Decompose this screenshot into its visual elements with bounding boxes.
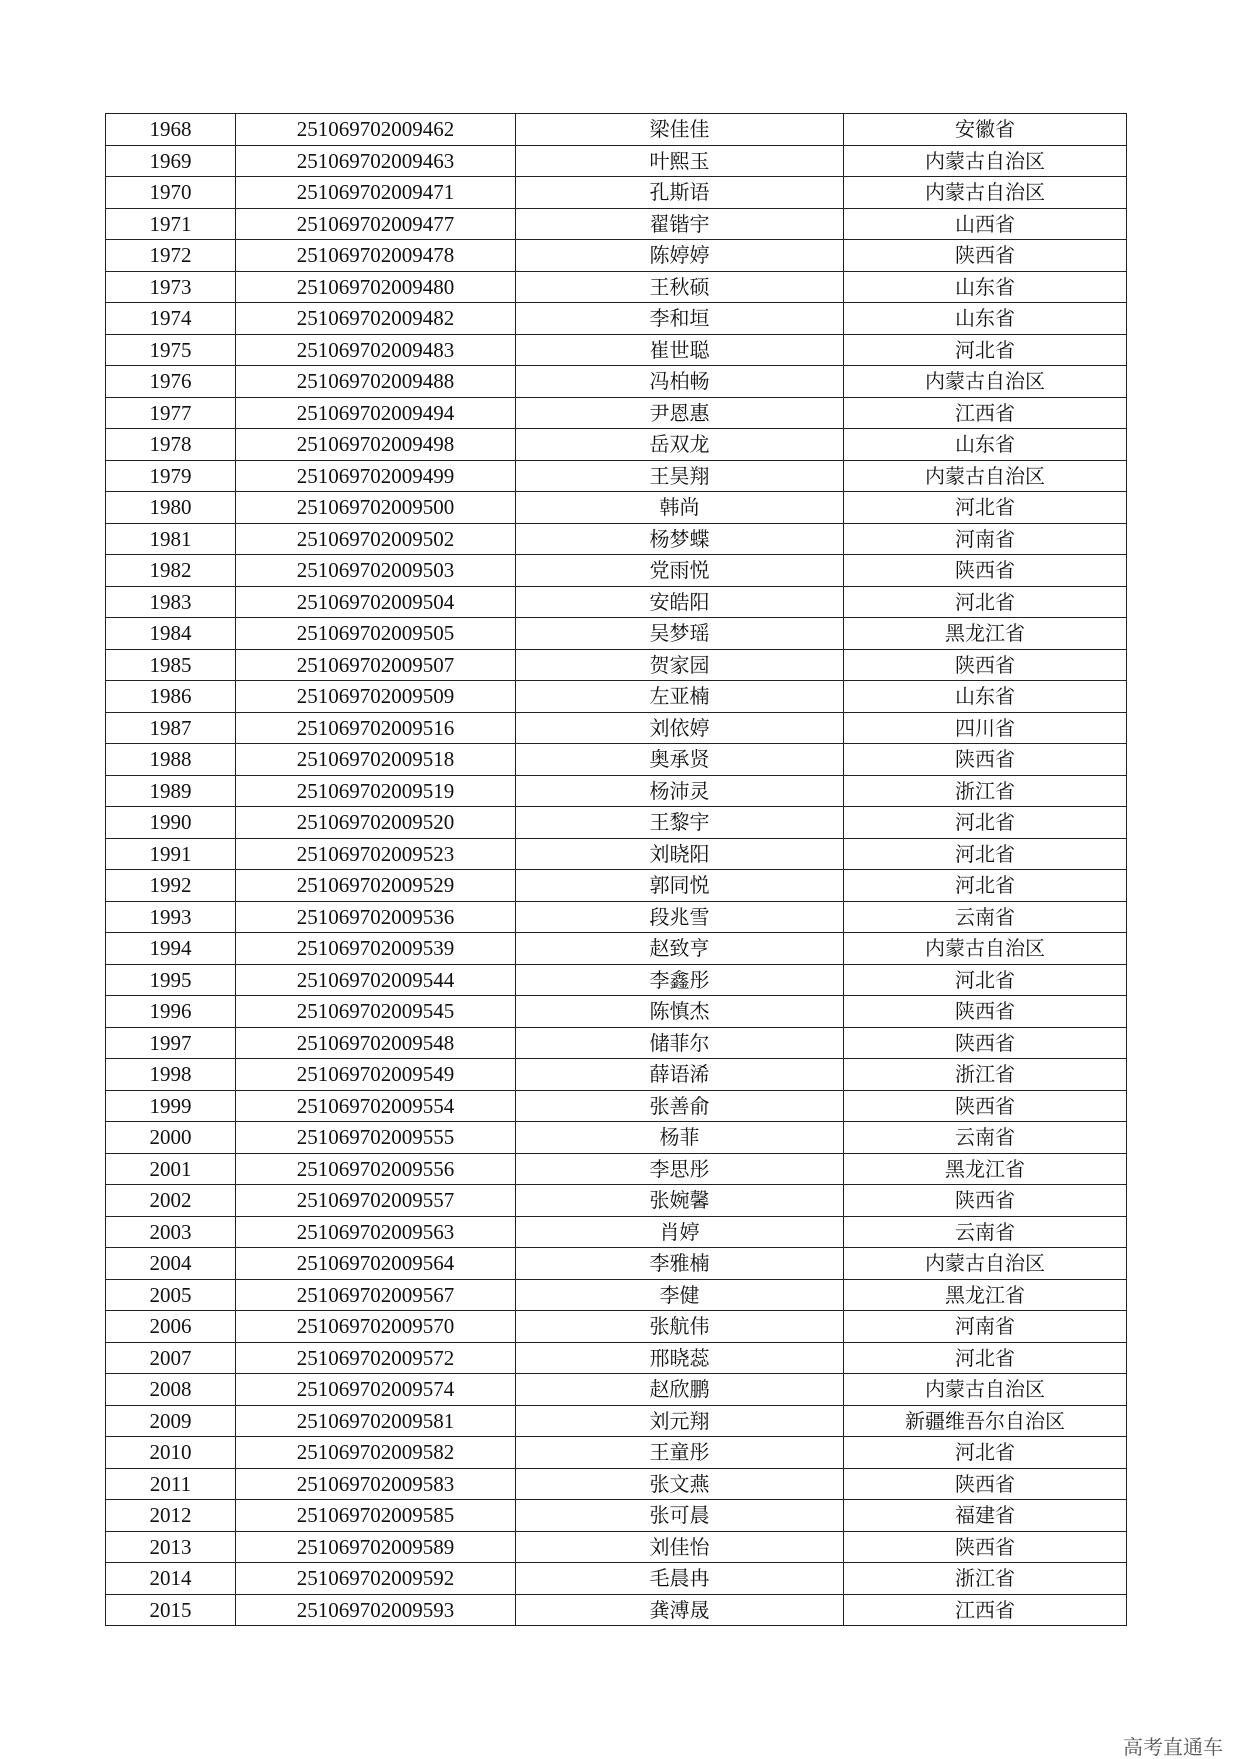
- student-name-cell: 张婉馨: [516, 1185, 844, 1217]
- student-name-cell: 陈婷婷: [516, 240, 844, 272]
- row-index-cell: 1969: [106, 145, 236, 177]
- student-name-cell: 郭同悦: [516, 870, 844, 902]
- exam-number-cell: 251069702009478: [236, 240, 516, 272]
- row-index-cell: 1974: [106, 303, 236, 335]
- table-row: [106, 1594, 1127, 1626]
- province-cell: 河北省: [844, 492, 1127, 524]
- province-cell: 陕西省: [844, 649, 1127, 681]
- table-row: [106, 523, 1127, 555]
- student-name-cell: 王童彤: [516, 1437, 844, 1469]
- row-index-cell: 1973: [106, 271, 236, 303]
- student-name-cell: 尹恩惠: [516, 397, 844, 429]
- exam-number-cell: 251069702009592: [236, 1563, 516, 1595]
- row-index-cell: 1983: [106, 586, 236, 618]
- student-name-cell: 李和垣: [516, 303, 844, 335]
- table-row: [106, 681, 1127, 713]
- student-name-cell: 刘晓阳: [516, 838, 844, 870]
- student-name-cell: 崔世聪: [516, 334, 844, 366]
- student-name-cell: 杨梦蝶: [516, 523, 844, 555]
- row-index-cell: 1972: [106, 240, 236, 272]
- row-index-cell: 2012: [106, 1500, 236, 1532]
- row-index-cell: 2008: [106, 1374, 236, 1406]
- province-cell: 陕西省: [844, 1027, 1127, 1059]
- table-row: [106, 901, 1127, 933]
- exam-number-cell: 251069702009498: [236, 429, 516, 461]
- exam-number-cell: 251069702009477: [236, 208, 516, 240]
- province-cell: 河北省: [844, 1342, 1127, 1374]
- province-cell: 山东省: [844, 303, 1127, 335]
- table-row: [106, 1468, 1127, 1500]
- row-index-cell: 2015: [106, 1594, 236, 1626]
- row-index-cell: 2013: [106, 1531, 236, 1563]
- province-cell: 黑龙江省: [844, 1153, 1127, 1185]
- student-name-cell: 张航伟: [516, 1311, 844, 1343]
- student-name-cell: 翟锴宇: [516, 208, 844, 240]
- province-cell: 内蒙古自治区: [844, 366, 1127, 398]
- student-name-cell: 赵致亨: [516, 933, 844, 965]
- table-row: [106, 1027, 1127, 1059]
- exam-number-cell: 251069702009557: [236, 1185, 516, 1217]
- student-name-cell: 邢晓蕊: [516, 1342, 844, 1374]
- province-cell: 河北省: [844, 1437, 1127, 1469]
- student-name-cell: 刘依婷: [516, 712, 844, 744]
- table-row: [106, 1248, 1127, 1280]
- province-cell: 浙江省: [844, 1563, 1127, 1595]
- province-cell: 河北省: [844, 870, 1127, 902]
- table-row: [106, 586, 1127, 618]
- row-index-cell: 1996: [106, 996, 236, 1028]
- table-row: [106, 1311, 1127, 1343]
- student-name-cell: 毛晨冉: [516, 1563, 844, 1595]
- watermark-text: 高考直通车: [1123, 1735, 1223, 1759]
- table-row: [106, 1405, 1127, 1437]
- table-row: [106, 996, 1127, 1028]
- province-cell: 山东省: [844, 681, 1127, 713]
- province-cell: 内蒙古自治区: [844, 1248, 1127, 1280]
- exam-number-cell: 251069702009563: [236, 1216, 516, 1248]
- row-index-cell: 2006: [106, 1311, 236, 1343]
- province-cell: 山西省: [844, 208, 1127, 240]
- province-cell: 河北省: [844, 807, 1127, 839]
- row-index-cell: 1976: [106, 366, 236, 398]
- exam-number-cell: 251069702009555: [236, 1122, 516, 1154]
- exam-number-cell: 251069702009593: [236, 1594, 516, 1626]
- province-cell: 陕西省: [844, 1468, 1127, 1500]
- row-index-cell: 1988: [106, 744, 236, 776]
- table-row: [106, 240, 1127, 272]
- province-cell: 内蒙古自治区: [844, 460, 1127, 492]
- row-index-cell: 1970: [106, 177, 236, 209]
- row-index-cell: 1984: [106, 618, 236, 650]
- exam-number-cell: 251069702009554: [236, 1090, 516, 1122]
- exam-number-cell: 251069702009549: [236, 1059, 516, 1091]
- row-index-cell: 1978: [106, 429, 236, 461]
- table-row: [106, 1153, 1127, 1185]
- row-index-cell: 2001: [106, 1153, 236, 1185]
- table-row: [106, 1122, 1127, 1154]
- table-row: [106, 1531, 1127, 1563]
- exam-number-cell: 251069702009518: [236, 744, 516, 776]
- student-name-cell: 李雅楠: [516, 1248, 844, 1280]
- exam-number-cell: 251069702009504: [236, 586, 516, 618]
- exam-number-cell: 251069702009463: [236, 145, 516, 177]
- row-index-cell: 2004: [106, 1248, 236, 1280]
- table-row: [106, 712, 1127, 744]
- student-name-cell: 李思彤: [516, 1153, 844, 1185]
- student-name-cell: 韩尚: [516, 492, 844, 524]
- student-name-cell: 叶熙玉: [516, 145, 844, 177]
- student-name-cell: 张文燕: [516, 1468, 844, 1500]
- table-row: [106, 1059, 1127, 1091]
- table-row: [106, 429, 1127, 461]
- exam-number-cell: 251069702009582: [236, 1437, 516, 1469]
- row-index-cell: 1975: [106, 334, 236, 366]
- table-row: [106, 366, 1127, 398]
- exam-number-cell: 251069702009483: [236, 334, 516, 366]
- row-index-cell: 2009: [106, 1405, 236, 1437]
- province-cell: 陕西省: [844, 1185, 1127, 1217]
- province-cell: 云南省: [844, 901, 1127, 933]
- row-index-cell: 1989: [106, 775, 236, 807]
- row-index-cell: 1982: [106, 555, 236, 587]
- exam-number-cell: 251069702009523: [236, 838, 516, 870]
- table-row: [106, 334, 1127, 366]
- student-name-cell: 陈慎杰: [516, 996, 844, 1028]
- exam-number-cell: 251069702009502: [236, 523, 516, 555]
- province-cell: 新疆维吾尔自治区: [844, 1405, 1127, 1437]
- student-name-cell: 李健: [516, 1279, 844, 1311]
- student-name-cell: 左亚楠: [516, 681, 844, 713]
- student-name-cell: 奥承贤: [516, 744, 844, 776]
- exam-number-cell: 251069702009583: [236, 1468, 516, 1500]
- province-cell: 河南省: [844, 523, 1127, 555]
- student-name-cell: 杨沛灵: [516, 775, 844, 807]
- province-cell: 四川省: [844, 712, 1127, 744]
- table-row: [106, 1342, 1127, 1374]
- student-name-cell: 李鑫彤: [516, 964, 844, 996]
- exam-number-cell: 251069702009505: [236, 618, 516, 650]
- table-row: [106, 1185, 1127, 1217]
- table-row: [106, 618, 1127, 650]
- province-cell: 江西省: [844, 1594, 1127, 1626]
- table-row: [106, 1216, 1127, 1248]
- row-index-cell: 1980: [106, 492, 236, 524]
- exam-number-cell: 251069702009520: [236, 807, 516, 839]
- row-index-cell: 2005: [106, 1279, 236, 1311]
- student-name-cell: 段兆雪: [516, 901, 844, 933]
- province-cell: 陕西省: [844, 996, 1127, 1028]
- row-index-cell: 1991: [106, 838, 236, 870]
- row-index-cell: 2007: [106, 1342, 236, 1374]
- province-cell: 福建省: [844, 1500, 1127, 1532]
- row-index-cell: 1987: [106, 712, 236, 744]
- student-name-cell: 王黎宇: [516, 807, 844, 839]
- row-index-cell: 1979: [106, 460, 236, 492]
- province-cell: 云南省: [844, 1216, 1127, 1248]
- student-name-cell: 安皓阳: [516, 586, 844, 618]
- table-row: [106, 933, 1127, 965]
- exam-number-cell: 251069702009548: [236, 1027, 516, 1059]
- student-name-cell: 张善俞: [516, 1090, 844, 1122]
- table-row: [106, 1374, 1127, 1406]
- exam-number-cell: 251069702009529: [236, 870, 516, 902]
- province-cell: 陕西省: [844, 1090, 1127, 1122]
- table-row: [106, 1090, 1127, 1122]
- table-row: [106, 1279, 1127, 1311]
- student-name-cell: 储菲尔: [516, 1027, 844, 1059]
- student-name-cell: 刘佳怡: [516, 1531, 844, 1563]
- province-cell: 内蒙古自治区: [844, 145, 1127, 177]
- province-cell: 江西省: [844, 397, 1127, 429]
- table-row: [106, 397, 1127, 429]
- table-row: [106, 145, 1127, 177]
- province-cell: 陕西省: [844, 744, 1127, 776]
- exam-number-cell: 251069702009574: [236, 1374, 516, 1406]
- table-row: [106, 775, 1127, 807]
- student-name-cell: 王秋硕: [516, 271, 844, 303]
- province-cell: 陕西省: [844, 555, 1127, 587]
- exam-number-cell: 251069702009507: [236, 649, 516, 681]
- exam-number-cell: 251069702009544: [236, 964, 516, 996]
- table-row: [106, 964, 1127, 996]
- table-row: [106, 114, 1127, 146]
- province-cell: 河北省: [844, 334, 1127, 366]
- table-row: [106, 807, 1127, 839]
- exam-number-cell: 251069702009589: [236, 1531, 516, 1563]
- province-cell: 内蒙古自治区: [844, 177, 1127, 209]
- exam-number-cell: 251069702009482: [236, 303, 516, 335]
- exam-number-cell: 251069702009567: [236, 1279, 516, 1311]
- exam-number-cell: 251069702009570: [236, 1311, 516, 1343]
- table-row: [106, 649, 1127, 681]
- province-cell: 山东省: [844, 271, 1127, 303]
- exam-number-cell: 251069702009545: [236, 996, 516, 1028]
- exam-number-cell: 251069702009539: [236, 933, 516, 965]
- province-cell: 云南省: [844, 1122, 1127, 1154]
- row-index-cell: 1998: [106, 1059, 236, 1091]
- province-cell: 陕西省: [844, 1531, 1127, 1563]
- table-row: [106, 492, 1127, 524]
- table-row: [106, 271, 1127, 303]
- province-cell: 内蒙古自治区: [844, 933, 1127, 965]
- table-row: [106, 1500, 1127, 1532]
- row-index-cell: 1990: [106, 807, 236, 839]
- exam-number-cell: 251069702009462: [236, 114, 516, 146]
- exam-number-cell: 251069702009499: [236, 460, 516, 492]
- table-row: [106, 1563, 1127, 1595]
- exam-number-cell: 251069702009503: [236, 555, 516, 587]
- row-index-cell: 1993: [106, 901, 236, 933]
- student-name-cell: 杨菲: [516, 1122, 844, 1154]
- student-name-cell: 吴梦瑶: [516, 618, 844, 650]
- student-name-cell: 岳双龙: [516, 429, 844, 461]
- student-name-cell: 王昊翔: [516, 460, 844, 492]
- student-name-cell: 孔斯语: [516, 177, 844, 209]
- province-cell: 陕西省: [844, 240, 1127, 272]
- row-index-cell: 1997: [106, 1027, 236, 1059]
- province-cell: 河北省: [844, 964, 1127, 996]
- province-cell: 河北省: [844, 838, 1127, 870]
- row-index-cell: 1985: [106, 649, 236, 681]
- exam-number-cell: 251069702009509: [236, 681, 516, 713]
- student-list-table: [105, 113, 1127, 1626]
- exam-number-cell: 251069702009536: [236, 901, 516, 933]
- student-name-cell: 贺家园: [516, 649, 844, 681]
- province-cell: 浙江省: [844, 775, 1127, 807]
- row-index-cell: 1999: [106, 1090, 236, 1122]
- row-index-cell: 1986: [106, 681, 236, 713]
- province-cell: 河北省: [844, 586, 1127, 618]
- row-index-cell: 2011: [106, 1468, 236, 1500]
- province-cell: 黑龙江省: [844, 1279, 1127, 1311]
- row-index-cell: 2000: [106, 1122, 236, 1154]
- table-row: [106, 870, 1127, 902]
- province-cell: 内蒙古自治区: [844, 1374, 1127, 1406]
- table-row: [106, 744, 1127, 776]
- table-row: [106, 555, 1127, 587]
- province-cell: 浙江省: [844, 1059, 1127, 1091]
- table-row: [106, 1437, 1127, 1469]
- row-index-cell: 2003: [106, 1216, 236, 1248]
- row-index-cell: 2010: [106, 1437, 236, 1469]
- exam-number-cell: 251069702009572: [236, 1342, 516, 1374]
- exam-number-cell: 251069702009564: [236, 1248, 516, 1280]
- exam-number-cell: 251069702009519: [236, 775, 516, 807]
- table-row: [106, 208, 1127, 240]
- table-row: [106, 177, 1127, 209]
- row-index-cell: 1981: [106, 523, 236, 555]
- row-index-cell: 1977: [106, 397, 236, 429]
- exam-number-cell: 251069702009516: [236, 712, 516, 744]
- student-name-cell: 肖婷: [516, 1216, 844, 1248]
- student-name-cell: 赵欣鹏: [516, 1374, 844, 1406]
- student-name-cell: 刘元翔: [516, 1405, 844, 1437]
- exam-number-cell: 251069702009494: [236, 397, 516, 429]
- row-index-cell: 1994: [106, 933, 236, 965]
- student-name-cell: 党雨悦: [516, 555, 844, 587]
- province-cell: 河南省: [844, 1311, 1127, 1343]
- row-index-cell: 1995: [106, 964, 236, 996]
- student-name-cell: 薛语浠: [516, 1059, 844, 1091]
- province-cell: 山东省: [844, 429, 1127, 461]
- table-row: [106, 838, 1127, 870]
- row-index-cell: 2002: [106, 1185, 236, 1217]
- province-cell: 黑龙江省: [844, 618, 1127, 650]
- table-row: [106, 460, 1127, 492]
- province-cell: 安徽省: [844, 114, 1127, 146]
- exam-number-cell: 251069702009480: [236, 271, 516, 303]
- exam-number-cell: 251069702009556: [236, 1153, 516, 1185]
- exam-number-cell: 251069702009585: [236, 1500, 516, 1532]
- exam-number-cell: 251069702009500: [236, 492, 516, 524]
- table-body: [106, 114, 1127, 1626]
- student-name-cell: 冯柏畅: [516, 366, 844, 398]
- row-index-cell: 1968: [106, 114, 236, 146]
- exam-number-cell: 251069702009581: [236, 1405, 516, 1437]
- student-name-cell: 梁佳佳: [516, 114, 844, 146]
- student-name-cell: 龚溥晟: [516, 1594, 844, 1626]
- exam-number-cell: 251069702009471: [236, 177, 516, 209]
- exam-number-cell: 251069702009488: [236, 366, 516, 398]
- student-name-cell: 张可晨: [516, 1500, 844, 1532]
- row-index-cell: 1971: [106, 208, 236, 240]
- table-row: [106, 303, 1127, 335]
- row-index-cell: 1992: [106, 870, 236, 902]
- row-index-cell: 2014: [106, 1563, 236, 1595]
